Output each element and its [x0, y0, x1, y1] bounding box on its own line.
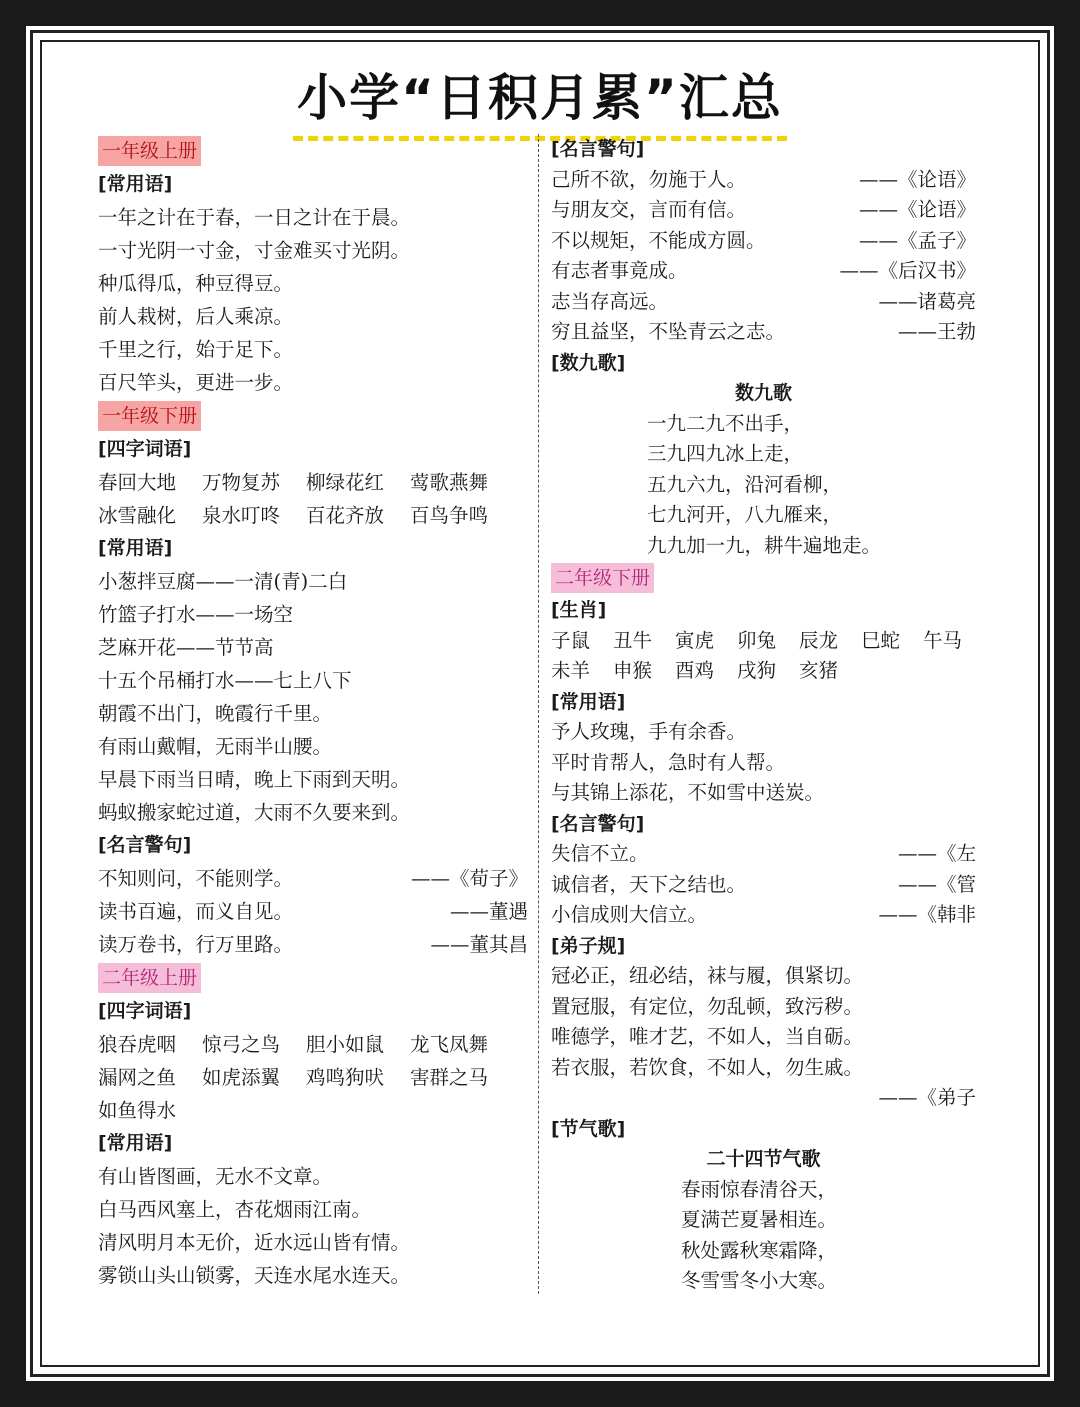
- text-line: 冠必正，纽必结，袜与履，俱紧切。: [551, 964, 864, 987]
- idiom: 龙飞凤舞: [410, 1033, 489, 1056]
- poem-line: 秋处露秋寒霜降，: [681, 1238, 838, 1262]
- quote-line: [551, 900, 976, 931]
- zodiac-item: 子鼠: [551, 628, 591, 652]
- idiom: 百鸟争鸣: [410, 504, 489, 527]
- subhead-common: [常用语]: [98, 173, 173, 195]
- text-line: 置冠服，有定位，勿乱顿，致污秽。: [551, 994, 864, 1018]
- column-divider: [538, 134, 539, 1294]
- poem-shujiu: [551, 409, 976, 562]
- text-line: 有山皆图画，无水不文章。: [98, 1165, 333, 1188]
- text-line: 予人玫瑰，手有余香。: [551, 720, 747, 743]
- quote-line: [551, 165, 976, 196]
- zodiac-item: 寅虎: [675, 628, 715, 652]
- left-column: [98, 134, 528, 1292]
- subhead-quotes: [名言警句]: [551, 812, 645, 835]
- subhead-common: [常用语]: [551, 690, 626, 713]
- text-line: 竹篮子打水——一场空: [98, 603, 294, 626]
- text-line: 朝霞不出门，晚霞行千里。: [98, 702, 333, 725]
- poem-solar-terms: [551, 1175, 976, 1297]
- zodiac-item: 辰龙: [799, 628, 839, 652]
- quote-source: ——《荀子》: [410, 867, 528, 890]
- quote-text: 与朋友交，言而有信。: [551, 198, 747, 221]
- zodiac-item: 戌狗: [737, 659, 777, 682]
- idiom-row: [98, 499, 528, 532]
- poem-line: 夏满芒夏暑相连。: [681, 1208, 838, 1231]
- subhead-common: [常用语]: [98, 1132, 173, 1154]
- zodiac-item: 酉鸡: [675, 659, 715, 682]
- subhead-idioms: [四字词语]: [98, 1000, 192, 1022]
- zodiac-item: 卯兔: [737, 628, 777, 652]
- idiom-row: [98, 466, 528, 499]
- text-line: 有雨山戴帽，无雨半山腰。: [98, 735, 333, 758]
- idiom: 害群之马: [410, 1066, 489, 1089]
- idiom: 柳绿花红: [306, 471, 385, 494]
- text-line: 蚂蚁搬家蛇过道，大雨不久要来到。: [98, 801, 411, 824]
- text-line: 平时肯帮人，急时有人帮。: [551, 750, 786, 774]
- quote-text: 不知则问，不能则学。: [98, 867, 294, 890]
- document-page: [26, 26, 1054, 1381]
- quote-source: ——《论语》: [858, 198, 976, 221]
- quote-text: 读书百遍，而义自见。: [98, 900, 294, 923]
- quote-line: [551, 256, 976, 287]
- idiom: 春回大地: [98, 471, 177, 494]
- quote-line: [98, 895, 528, 928]
- quote-source: ——《弟子: [878, 1086, 976, 1109]
- text-line: 十五个吊桶打水——七上八下: [98, 669, 352, 692]
- idiom: 莺歌燕舞: [410, 471, 489, 494]
- quote-source: ——《论语》: [858, 167, 976, 191]
- quote-line: [551, 195, 976, 226]
- zodiac-row: [551, 626, 976, 657]
- text-line: 雾锁山头山锁雾，天连水尾水连天。: [98, 1264, 411, 1287]
- text-line: 小葱拌豆腐——一清(青)二白: [98, 570, 348, 593]
- subhead-common: [常用语]: [98, 537, 173, 559]
- quote-source: ——王勃: [897, 320, 976, 343]
- page-title: 小学“日积月累”汇总: [26, 58, 1054, 141]
- quote-source: ——《左: [897, 842, 976, 865]
- quote-text: 小信成则大信立。: [551, 903, 708, 926]
- quote-line: [551, 226, 976, 257]
- section-tag-grade1-upper: 一年级上册: [98, 136, 201, 166]
- subhead-idioms: [四字词语]: [98, 438, 192, 460]
- idiom: 漏网之鱼: [98, 1066, 177, 1089]
- quote-line: [551, 287, 976, 318]
- quote-line: [551, 870, 976, 901]
- idiom-row: [98, 1061, 528, 1094]
- subhead-poem: [数九歌]: [551, 351, 626, 374]
- quote-source: ——《后汉书》: [839, 259, 976, 282]
- subhead-quotes: [名言警句]: [98, 834, 192, 856]
- quote-line: [551, 317, 976, 348]
- text-line: 清风明月本无价，近水远山皆有情。: [98, 1231, 411, 1254]
- zodiac-row: [551, 656, 976, 687]
- quote-text: 不以规矩，不能成方圆。: [551, 228, 766, 252]
- quote-source: ——《孟子》: [858, 228, 976, 252]
- quote-source: ——《管: [897, 872, 976, 896]
- section-tag-grade2-upper: 二年级上册: [98, 963, 201, 993]
- zodiac-item: 未羊: [551, 659, 591, 682]
- text-line: 白马西风塞上，杏花烟雨江南。: [98, 1198, 372, 1221]
- text-line: 若衣服，若饮食，不如人，勿生戚。: [551, 1055, 864, 1079]
- zodiac-item: 午马: [923, 628, 963, 652]
- poem-title: 二十四节气歌: [706, 1148, 821, 1170]
- quote-source: ——诸葛亮: [878, 289, 976, 313]
- idiom: 胆小如鼠: [306, 1033, 385, 1056]
- quote-text: 失信不立。: [551, 842, 649, 865]
- poem-line: 春雨惊春清谷天，: [681, 1177, 838, 1201]
- subhead-solar-terms: [节气歌]: [551, 1117, 626, 1140]
- text-line: 千里之行，始于足下。: [98, 338, 294, 361]
- quote-text: 诚信者，天下之结也。: [551, 872, 747, 896]
- idiom: 万物复苏: [202, 471, 281, 494]
- text-line: 与其锦上添花，不如雪中送炭。: [551, 781, 825, 804]
- quote-source: ——董其昌: [430, 933, 528, 956]
- idiom: 百花齐放: [306, 504, 385, 527]
- idiom: 冰雪融化: [98, 504, 177, 527]
- poem-line: 三九四九冰上走，: [647, 442, 804, 465]
- quote-text: 有志者事竟成。: [551, 259, 688, 282]
- zodiac-item: 申猴: [613, 659, 653, 682]
- idiom: 泉水叮咚: [202, 504, 281, 527]
- zodiac-item: 丑牛: [613, 628, 653, 652]
- idiom: 如鱼得水: [98, 1099, 177, 1122]
- quote-text: 读万卷书，行万里路。: [98, 933, 294, 956]
- section-tag-grade2-lower: 二年级下册: [551, 563, 654, 593]
- poem-line: 七九河开，八九雁来，: [647, 503, 843, 526]
- quote-line: [98, 862, 528, 895]
- idiom-row: [98, 1028, 528, 1061]
- text-line: 一年之计在于春，一日之计在于晨。: [98, 206, 411, 229]
- quote-line: [551, 839, 976, 870]
- subhead-zodiac: [生肖]: [551, 599, 607, 621]
- text-line: 百尺竿头，更进一步。: [98, 371, 294, 394]
- idiom: 狼吞虎咽: [98, 1033, 177, 1056]
- quote-text: 穷且益坚，不坠青云之志。: [551, 320, 786, 343]
- quote-source: ——董遇: [449, 900, 528, 923]
- idiom: 鸡鸣狗吠: [306, 1066, 385, 1089]
- poem-line: 九九加一九，耕牛遍地走。: [647, 533, 882, 557]
- text-line: 一寸光阴一寸金，寸金难买寸光阴。: [98, 239, 411, 262]
- zodiac-item: 亥猪: [799, 659, 839, 682]
- idiom: 惊弓之鸟: [202, 1033, 281, 1056]
- section-tag-grade1-lower: 一年级下册: [98, 401, 201, 431]
- subhead-dizigui: [弟子规]: [551, 934, 626, 957]
- poem-line: 五九六九，沿河看柳，: [647, 472, 843, 496]
- quote-text: 己所不欲，勿施于人。: [551, 167, 747, 191]
- poem-line: 冬雪雪冬小大寒。: [681, 1269, 838, 1292]
- zodiac-item: 巳蛇: [861, 628, 901, 652]
- poem-title: 数九歌: [734, 382, 792, 404]
- text-line: 早晨下雨当日晴，晚上下雨到天明。: [98, 768, 411, 791]
- quote-source: ——《韩非: [878, 903, 976, 926]
- quote-text: 志当存高远。: [551, 289, 669, 313]
- right-column: [551, 134, 976, 1297]
- text-line: 唯德学，唯才艺，不如人，当自砺。: [551, 1025, 864, 1048]
- text-line: 芝麻开花——节节高: [98, 636, 274, 659]
- quote-line: [98, 928, 528, 961]
- poem-line: 一九二九不出手，: [647, 411, 804, 435]
- text-line: 种瓜得瓜，种豆得豆。: [98, 272, 294, 295]
- idiom: 如虎添翼: [202, 1066, 281, 1089]
- text-line: 前人栽树，后人乘凉。: [98, 305, 294, 328]
- subhead-quotes: [名言警句]: [551, 138, 645, 160]
